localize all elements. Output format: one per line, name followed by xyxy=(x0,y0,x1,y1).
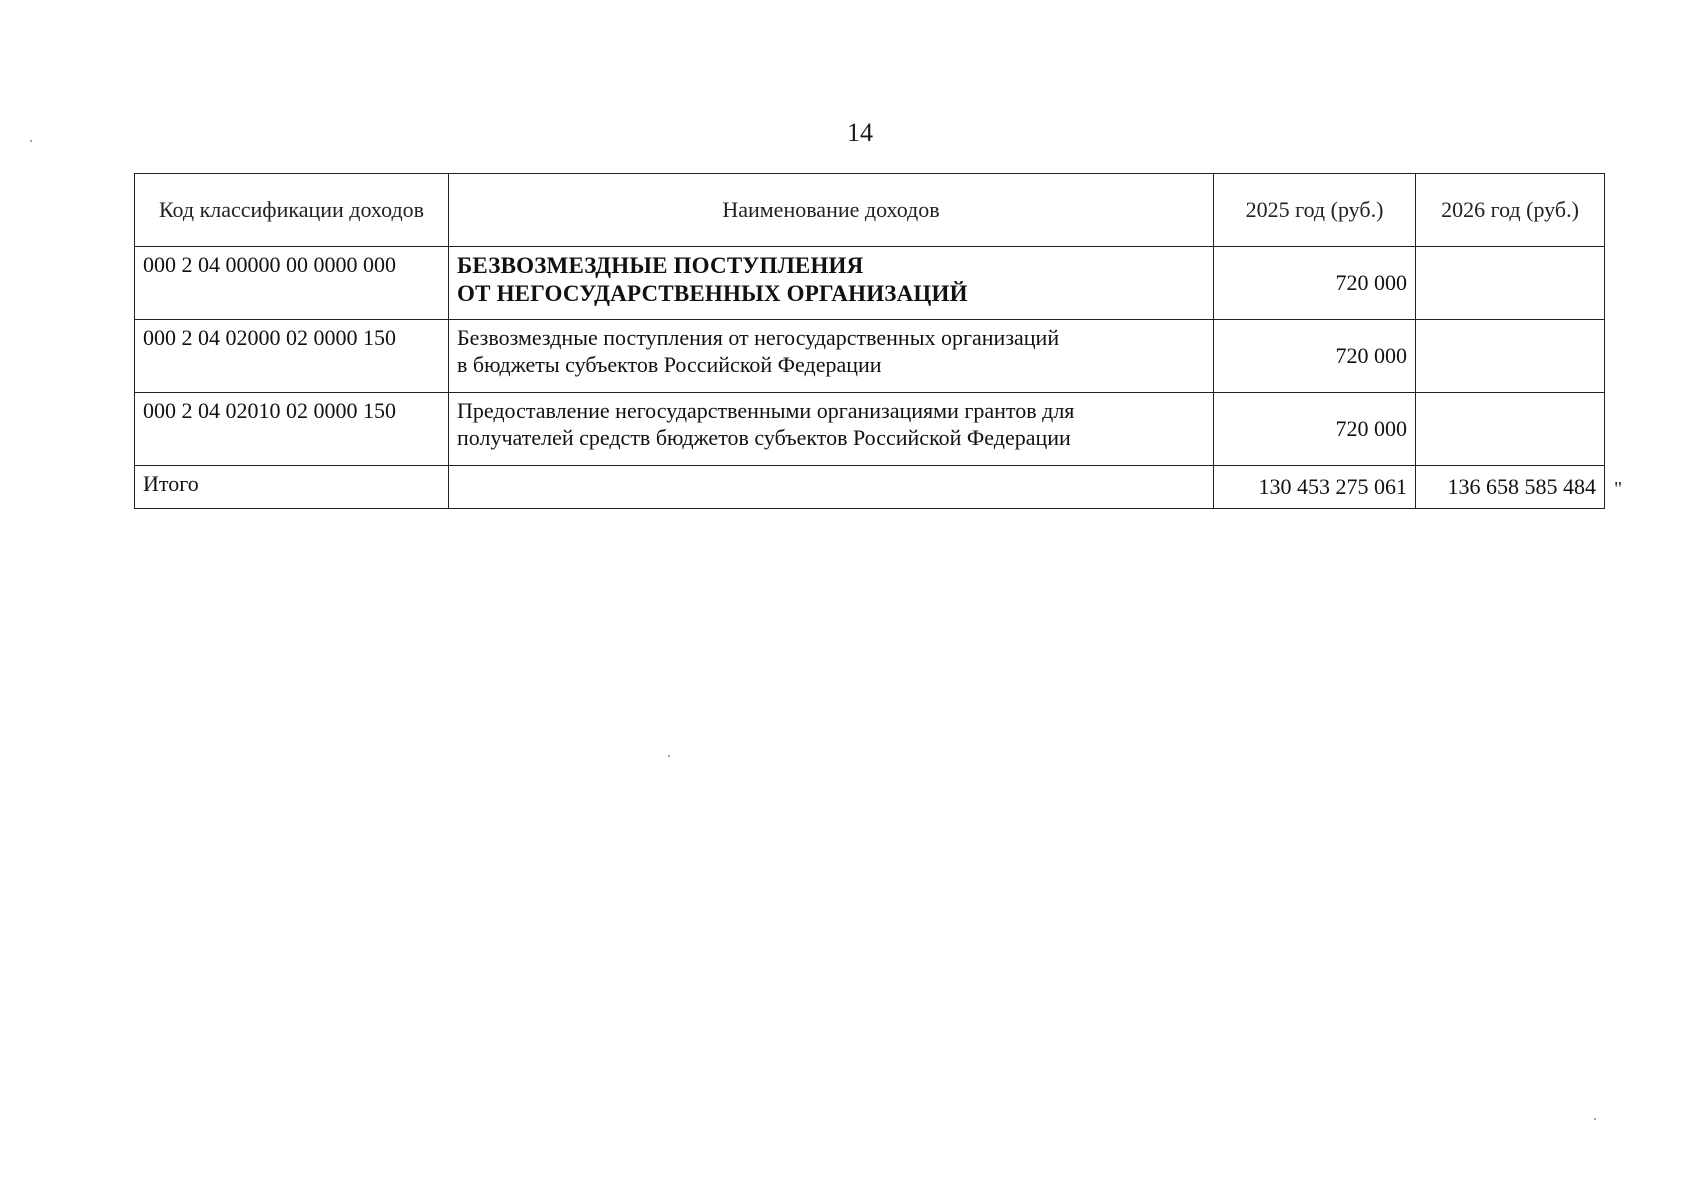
row-name-line: получателей средств бюджетов субъектов Российской Федерации xyxy=(457,424,1071,450)
row-name xyxy=(449,320,1214,393)
row-name-line: в бюджеты субъектов Российской Федерации xyxy=(457,351,882,377)
table-row xyxy=(135,393,1605,466)
row-code: 000 2 04 02010 02 0000 150 xyxy=(135,393,449,466)
row-name-line: БЕЗВОЗМЕЗДНЫЕ ПОСТУПЛЕНИЯ xyxy=(457,253,864,278)
row-amount-2025: 720 000 xyxy=(1214,247,1416,320)
scan-speck xyxy=(30,140,32,142)
row-name-line: Безвозмездные поступления от негосударственных организаций xyxy=(457,325,1060,350)
total-row xyxy=(135,466,1605,509)
table-row xyxy=(135,247,1605,320)
row-name xyxy=(449,393,1214,466)
scan-speck xyxy=(1594,1118,1596,1120)
header-code: Код классификации доходов xyxy=(135,174,449,247)
header-2025: 2025 год (руб.) xyxy=(1214,174,1416,247)
table-header-row xyxy=(135,174,1605,247)
row-name xyxy=(449,247,1214,320)
row-amount-2025: 720 000 xyxy=(1214,320,1416,393)
row-amount-2025: 720 000 xyxy=(1214,393,1416,466)
closing-quote-mark: " xyxy=(1614,478,1623,500)
row-amount-2026 xyxy=(1416,393,1605,466)
total-amount-2025: 130 453 275 061 xyxy=(1214,466,1416,509)
scan-speck xyxy=(668,755,670,757)
table-row xyxy=(135,320,1605,393)
row-name-line: Предоставление негосударственными организациями грантов для xyxy=(457,398,1075,423)
row-code: 000 2 04 00000 00 0000 000 xyxy=(135,247,449,320)
total-label: Итого xyxy=(135,466,449,509)
row-name-line: ОТ НЕГОСУДАРСТВЕННЫХ ОРГАНИЗАЦИЙ xyxy=(457,281,968,307)
total-amount-2026: 136 658 585 484 xyxy=(1416,466,1605,509)
row-code: 000 2 04 02000 02 0000 150 xyxy=(135,320,449,393)
row-amount-2026 xyxy=(1416,247,1605,320)
page-number: 14 xyxy=(847,118,873,147)
income-table xyxy=(134,173,1605,509)
total-name-empty xyxy=(449,466,1214,509)
row-amount-2026 xyxy=(1416,320,1605,393)
header-2026: 2026 год (руб.) xyxy=(1416,174,1605,247)
header-name: Наименование доходов xyxy=(449,174,1214,247)
